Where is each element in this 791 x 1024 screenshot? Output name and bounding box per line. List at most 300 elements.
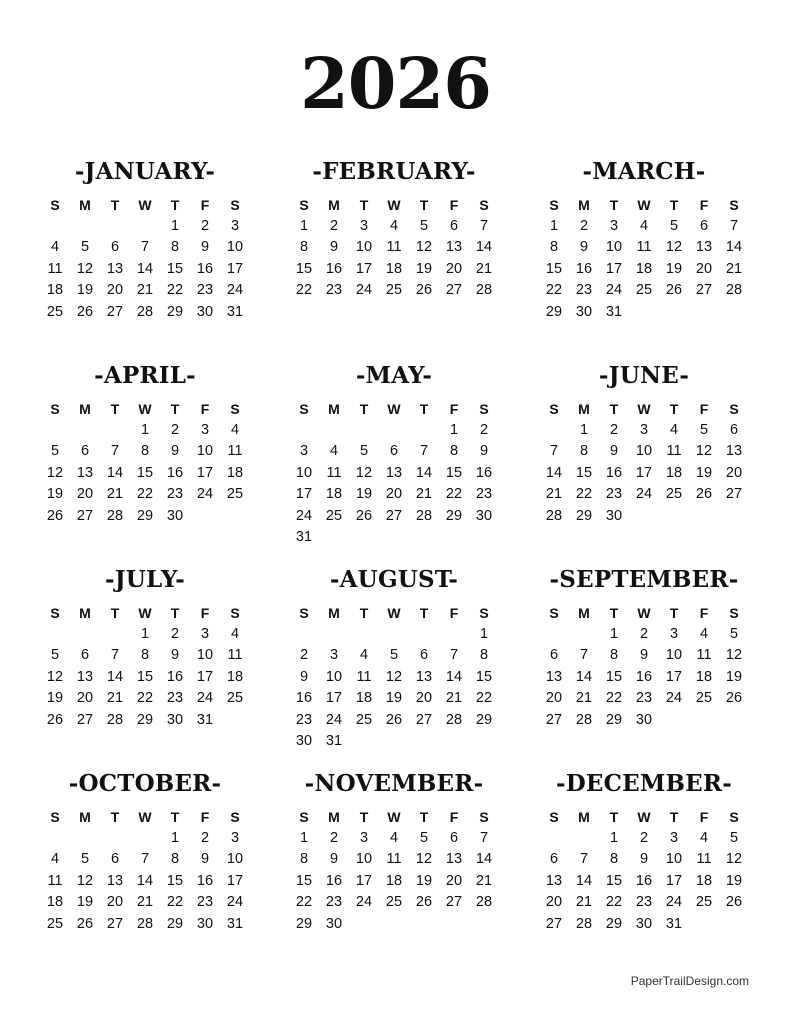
weekday-label: M — [328, 809, 340, 825]
week-row — [40, 710, 250, 731]
day-cell: 24 — [665, 894, 683, 911]
weekday-label: S — [549, 197, 559, 213]
week-row — [539, 420, 749, 441]
day-cell: 26 — [665, 282, 683, 299]
weekday-label: M — [578, 605, 590, 621]
day-cell: 6 — [549, 647, 559, 664]
day-cell: 12 — [725, 851, 743, 868]
day-cell: 13 — [445, 851, 463, 868]
day-cell: 30 — [635, 915, 653, 932]
weekday-label: T — [170, 401, 180, 417]
day-cell: 29 — [545, 303, 563, 320]
day-cell: 23 — [196, 894, 214, 911]
day-cell: 7 — [549, 443, 559, 460]
day-cell: 15 — [295, 872, 313, 889]
weekday-label: W — [138, 809, 152, 825]
weekday-label: W — [138, 197, 152, 213]
day-cell: 12 — [355, 464, 373, 481]
day-cell: 20 — [445, 872, 463, 889]
weekday-label: T — [609, 197, 619, 213]
day-cell: 6 — [110, 239, 120, 256]
empty-day-cell — [409, 527, 439, 548]
day-cell: 24 — [355, 282, 373, 299]
day-cell: 13 — [415, 668, 433, 685]
day-cell: 10 — [196, 443, 214, 460]
day-cell: 7 — [579, 851, 589, 868]
weekday-label: T — [110, 401, 120, 417]
day-cell: 16 — [166, 668, 184, 685]
empty-day-cell — [539, 420, 569, 441]
day-cell: 6 — [80, 647, 90, 664]
day-cell: 2 — [329, 830, 339, 846]
week-row — [40, 624, 250, 645]
day-cell: 28 — [575, 711, 593, 728]
day-cell: 21 — [106, 690, 124, 707]
day-cell: 7 — [729, 218, 739, 234]
day-cell: 14 — [545, 464, 563, 481]
week-row — [539, 463, 749, 484]
week-row — [40, 828, 250, 849]
empty-day-cell — [349, 527, 379, 548]
day-cell: 16 — [196, 260, 214, 277]
day-cell: 9 — [639, 851, 649, 868]
day-cell: 13 — [76, 668, 94, 685]
day-cell: 23 — [605, 486, 623, 503]
empty-day-cell — [659, 302, 689, 323]
day-cell: 15 — [605, 872, 623, 889]
day-cell: 7 — [479, 218, 489, 234]
day-cell: 23 — [635, 894, 653, 911]
empty-day-cell — [349, 624, 379, 645]
day-cell: 6 — [110, 851, 120, 868]
empty-day-cell — [40, 216, 70, 237]
day-cell: 11 — [326, 464, 342, 481]
week-row — [40, 892, 250, 913]
day-cell: 11 — [356, 668, 372, 685]
day-cell: 29 — [166, 303, 184, 320]
week-row — [539, 216, 749, 237]
week-row — [289, 463, 499, 484]
weekday-label: M — [328, 197, 340, 213]
day-cell: 18 — [325, 486, 343, 503]
month-calendar — [539, 560, 749, 731]
day-cell: 11 — [696, 647, 712, 664]
day-cell: 26 — [76, 915, 94, 932]
day-cell: 31 — [325, 732, 343, 749]
day-cell: 22 — [545, 282, 563, 299]
day-cell: 15 — [295, 260, 313, 277]
day-cell: 19 — [46, 690, 64, 707]
day-cell: 19 — [725, 668, 743, 685]
day-cell: 11 — [666, 443, 682, 460]
weekday-label: S — [549, 401, 559, 417]
day-cell: 25 — [385, 894, 403, 911]
day-cell: 10 — [635, 443, 653, 460]
month-name: -OCTOBER- — [68, 770, 222, 797]
month-calendar — [539, 152, 749, 323]
day-cell: 17 — [196, 668, 214, 685]
day-cell: 4 — [389, 218, 399, 234]
day-cell: 18 — [385, 872, 403, 889]
empty-day-cell — [70, 828, 100, 849]
day-cell: 15 — [166, 872, 184, 889]
day-cell: 15 — [136, 668, 154, 685]
weekday-label: T — [609, 605, 619, 621]
weekday-label: T — [359, 809, 369, 825]
day-cell: 12 — [46, 464, 64, 481]
week-row — [40, 914, 250, 935]
day-cell: 6 — [389, 443, 399, 460]
empty-day-cell — [469, 731, 499, 752]
weekday-label: M — [328, 605, 340, 621]
weekday-label: S — [230, 605, 240, 621]
day-cell: 6 — [80, 443, 90, 460]
day-cell: 1 — [609, 830, 619, 846]
week-row — [40, 420, 250, 441]
day-cell: 18 — [695, 668, 713, 685]
day-cell: 3 — [359, 218, 369, 234]
weekday-label: T — [669, 809, 679, 825]
week-row — [539, 484, 749, 505]
empty-day-cell — [439, 731, 469, 752]
empty-day-cell — [659, 506, 689, 527]
day-cell: 8 — [609, 851, 619, 868]
empty-day-cell — [689, 914, 719, 935]
day-cell: 30 — [196, 303, 214, 320]
day-cell: 18 — [226, 464, 244, 481]
weekday-label: W — [138, 401, 152, 417]
day-cell: 20 — [725, 464, 743, 481]
day-cell: 3 — [639, 422, 649, 438]
month-name: -JANUARY- — [74, 158, 216, 185]
weekday-label: W — [387, 401, 401, 417]
day-cell: 17 — [196, 464, 214, 481]
day-cell: 27 — [415, 711, 433, 728]
weekday-label: W — [387, 605, 401, 621]
weekday-label: T — [170, 809, 180, 825]
day-cell: 2 — [299, 647, 309, 664]
day-cell: 12 — [725, 647, 743, 664]
day-cell: 26 — [415, 894, 433, 911]
day-cell: 5 — [699, 422, 709, 438]
day-cell: 26 — [415, 282, 433, 299]
weekday-label: T — [170, 197, 180, 213]
empty-day-cell — [100, 624, 130, 645]
day-cell: 5 — [419, 830, 429, 846]
day-cell: 20 — [76, 486, 94, 503]
day-cell: 8 — [479, 647, 489, 664]
day-cell: 14 — [445, 668, 463, 685]
day-cell: 11 — [386, 239, 402, 256]
day-cell: 8 — [549, 239, 559, 256]
day-cell: 5 — [359, 443, 369, 460]
empty-day-cell — [409, 624, 439, 645]
empty-day-cell — [689, 506, 719, 527]
day-cell: 25 — [355, 711, 373, 728]
empty-day-cell — [539, 828, 569, 849]
day-cell: 26 — [76, 303, 94, 320]
day-cell: 2 — [200, 830, 210, 846]
day-cell: 14 — [575, 872, 593, 889]
empty-day-cell — [409, 420, 439, 441]
weekday-label: S — [50, 809, 60, 825]
day-cell: 14 — [106, 668, 124, 685]
month-calendar — [289, 764, 499, 935]
day-cell: 28 — [106, 711, 124, 728]
month-name: -SEPTEMBER- — [549, 566, 739, 593]
day-cell: 22 — [445, 486, 463, 503]
day-cell: 12 — [76, 872, 94, 889]
day-cell: 27 — [76, 507, 94, 524]
weekday-label: M — [578, 809, 590, 825]
day-cell: 9 — [200, 239, 210, 256]
day-cell: 4 — [230, 626, 240, 642]
day-cell: 19 — [355, 486, 373, 503]
week-row — [289, 871, 499, 892]
day-cell: 11 — [696, 851, 712, 868]
day-cell: 13 — [385, 464, 403, 481]
weekday-header — [539, 602, 749, 624]
day-cell: 20 — [106, 894, 124, 911]
empty-day-cell — [379, 420, 409, 441]
day-cell: 9 — [639, 647, 649, 664]
day-cell: 4 — [359, 647, 369, 664]
weekday-header — [289, 398, 499, 420]
day-cell: 30 — [635, 711, 653, 728]
day-cell: 19 — [46, 486, 64, 503]
month-name: -AUGUST- — [329, 566, 459, 593]
day-cell: 28 — [725, 282, 743, 299]
day-cell: 4 — [389, 830, 399, 846]
week-row — [289, 506, 499, 527]
weekday-label: T — [669, 401, 679, 417]
day-cell: 11 — [636, 239, 652, 256]
day-cell: 6 — [549, 851, 559, 868]
day-cell: 28 — [575, 915, 593, 932]
week-row — [539, 871, 749, 892]
day-cell: 26 — [385, 711, 403, 728]
empty-day-cell — [70, 624, 100, 645]
day-cell: 31 — [226, 303, 244, 320]
day-cell: 30 — [196, 915, 214, 932]
weekday-header — [40, 398, 250, 420]
day-cell: 5 — [729, 626, 739, 642]
week-row — [40, 484, 250, 505]
day-cell: 15 — [445, 464, 463, 481]
day-cell: 16 — [575, 260, 593, 277]
day-cell: 16 — [166, 464, 184, 481]
day-cell: 14 — [725, 239, 743, 256]
day-cell: 13 — [545, 872, 563, 889]
day-cell: 12 — [665, 239, 683, 256]
empty-day-cell — [130, 828, 160, 849]
weekday-label: S — [479, 809, 489, 825]
day-cell: 15 — [136, 464, 154, 481]
empty-day-cell — [319, 624, 349, 645]
day-cell: 17 — [295, 486, 313, 503]
day-cell: 6 — [419, 647, 429, 664]
day-cell: 5 — [669, 218, 679, 234]
weekday-label: S — [230, 809, 240, 825]
day-cell: 19 — [415, 872, 433, 889]
week-row — [289, 667, 499, 688]
month-calendar — [289, 560, 499, 752]
day-cell: 17 — [665, 668, 683, 685]
day-cell: 28 — [475, 894, 493, 911]
weekday-label: F — [699, 809, 709, 825]
weekday-label: M — [328, 401, 340, 417]
weekday-label: F — [200, 605, 210, 621]
day-cell: 5 — [50, 443, 60, 460]
weekday-label: S — [479, 197, 489, 213]
empty-day-cell — [379, 914, 409, 935]
day-cell: 9 — [579, 239, 589, 256]
weekday-label: T — [419, 401, 429, 417]
empty-day-cell — [379, 731, 409, 752]
weekday-label: F — [449, 401, 459, 417]
weekday-label: T — [609, 401, 619, 417]
day-cell: 17 — [355, 872, 373, 889]
weekday-header — [40, 806, 250, 828]
day-cell: 2 — [639, 626, 649, 642]
weekday-label: F — [200, 197, 210, 213]
day-cell: 16 — [325, 872, 343, 889]
day-cell: 10 — [295, 464, 313, 481]
day-cell: 7 — [579, 647, 589, 664]
day-cell: 1 — [299, 830, 309, 846]
day-cell: 27 — [385, 507, 403, 524]
day-cell: 9 — [170, 443, 180, 460]
weekday-label: T — [419, 809, 429, 825]
day-cell: 18 — [695, 872, 713, 889]
week-row — [289, 441, 499, 462]
month-calendar — [40, 356, 250, 527]
day-cell: 2 — [170, 422, 180, 438]
day-cell: 2 — [170, 626, 180, 642]
empty-day-cell — [40, 828, 70, 849]
day-cell: 22 — [605, 690, 623, 707]
month-calendar — [289, 152, 499, 302]
week-row — [40, 667, 250, 688]
week-row — [539, 280, 749, 301]
weekday-label: S — [729, 401, 739, 417]
day-cell: 9 — [609, 443, 619, 460]
day-cell: 21 — [575, 690, 593, 707]
week-row — [289, 280, 499, 301]
day-cell: 14 — [106, 464, 124, 481]
day-cell: 9 — [329, 851, 339, 868]
day-cell: 24 — [355, 894, 373, 911]
day-cell: 15 — [475, 668, 493, 685]
weekday-label: S — [729, 605, 739, 621]
day-cell: 27 — [545, 711, 563, 728]
weekday-label: W — [387, 197, 401, 213]
month-calendar — [40, 152, 250, 323]
day-cell: 10 — [665, 647, 683, 664]
day-cell: 8 — [579, 443, 589, 460]
weekday-label: S — [50, 197, 60, 213]
day-cell: 3 — [609, 218, 619, 234]
empty-day-cell — [349, 914, 379, 935]
day-cell: 17 — [665, 872, 683, 889]
empty-day-cell — [719, 302, 749, 323]
day-cell: 1 — [140, 422, 150, 438]
day-cell: 13 — [445, 239, 463, 256]
weekday-header — [289, 602, 499, 624]
day-cell: 14 — [575, 668, 593, 685]
week-row — [539, 506, 749, 527]
day-cell: 28 — [415, 507, 433, 524]
day-cell: 14 — [475, 851, 493, 868]
day-cell: 15 — [575, 464, 593, 481]
day-cell: 23 — [575, 282, 593, 299]
day-cell: 17 — [226, 260, 244, 277]
week-row — [539, 828, 749, 849]
day-cell: 9 — [479, 443, 489, 460]
weekday-label: W — [138, 605, 152, 621]
day-cell: 7 — [449, 647, 459, 664]
weekday-label: T — [170, 605, 180, 621]
day-cell: 22 — [166, 282, 184, 299]
empty-day-cell — [220, 710, 250, 731]
day-cell: 22 — [136, 486, 154, 503]
day-cell: 8 — [299, 239, 309, 256]
day-cell: 4 — [329, 443, 339, 460]
day-cell: 25 — [226, 486, 244, 503]
week-row — [539, 914, 749, 935]
empty-day-cell — [439, 527, 469, 548]
day-cell: 17 — [605, 260, 623, 277]
day-cell: 24 — [196, 690, 214, 707]
weekday-label: M — [578, 197, 590, 213]
day-cell: 21 — [545, 486, 563, 503]
day-cell: 1 — [579, 422, 589, 438]
day-cell: 22 — [575, 486, 593, 503]
month-name: -NOVEMBER- — [304, 770, 484, 797]
week-row — [539, 710, 749, 731]
weekday-label: S — [230, 401, 240, 417]
week-row — [539, 259, 749, 280]
week-row — [40, 259, 250, 280]
weekday-label: S — [230, 197, 240, 213]
weekday-label: W — [637, 401, 651, 417]
weekday-header — [40, 602, 250, 624]
day-cell: 7 — [110, 443, 120, 460]
day-cell: 17 — [226, 872, 244, 889]
day-cell: 29 — [136, 507, 154, 524]
day-cell: 14 — [136, 260, 154, 277]
day-cell: 31 — [665, 915, 683, 932]
empty-day-cell — [319, 527, 349, 548]
day-cell: 29 — [136, 711, 154, 728]
day-cell: 25 — [695, 690, 713, 707]
day-cell: 15 — [545, 260, 563, 277]
weekday-label: T — [609, 809, 619, 825]
day-cell: 30 — [166, 507, 184, 524]
day-cell: 24 — [605, 282, 623, 299]
day-cell: 15 — [605, 668, 623, 685]
week-row — [40, 463, 250, 484]
week-row — [289, 624, 499, 645]
day-cell: 19 — [76, 894, 94, 911]
day-cell: 18 — [226, 668, 244, 685]
month-name: -APRIL- — [94, 362, 196, 389]
day-cell: 11 — [47, 260, 63, 277]
day-cell: 24 — [325, 711, 343, 728]
day-cell: 28 — [106, 507, 124, 524]
day-cell: 12 — [385, 668, 403, 685]
empty-day-cell — [569, 624, 599, 645]
